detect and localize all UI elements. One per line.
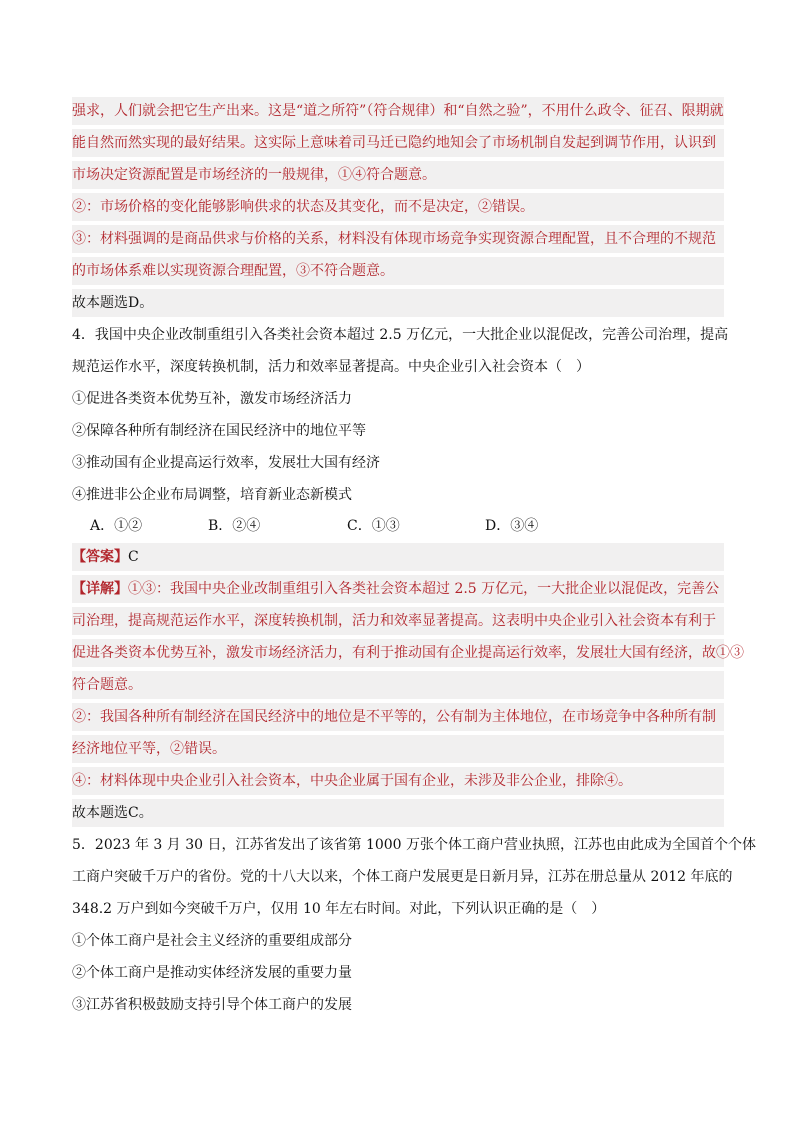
question-4-item: ①促进各类资本优势互补，激发市场经济活力 [72,391,352,407]
question-4-item: ②保障各种所有制经济在国民经济中的地位平等 [72,423,366,439]
answer-label: 【答案】 [72,549,128,565]
question-5-stem: 5．2023 年 3 月 30 日，江苏省发出了该省第 1000 万张个体工商户营业执照，江苏也由此成为全国首个个体 [72,837,757,853]
answer-line [72,543,724,571]
conclusion-line: 故本题选C。 [72,799,724,827]
explanation-line: ③：材料强调的是商品供求与价格的关系，材料没有体现市场竞争实现资源合理配置，且不合理的不规范 [72,225,724,253]
question-5-item: ②个体工商户是推动实体经济发展的重要力量 [72,965,352,981]
option-b: B．②④ [208,518,261,534]
option-d: D．③④ [485,518,539,534]
option-a: A．①② [90,518,143,534]
detail-line: 司治理，提高规范运作水平，深度转换机制，活力和效率显著提高。这表明中央企业引入社会资本有利于 [72,607,724,635]
detail-line: ④：材料体现中央企业引入社会资本，中央企业属于国有企业，未涉及非公企业，排除④。 [72,767,724,795]
question-4-stem: 规范运作水平，深度转换机制，活力和效率显著提高。中央企业引入社会资本（ ） [72,359,590,375]
question-5-item: ①个体工商户是社会主义经济的重要组成部分 [72,933,352,949]
detail-line: 经济地位平等，②错误。 [72,735,724,763]
explanation-line: ②：市场价格的变化能够影响供求的状态及其变化，而不是决定，②错误。 [72,193,724,221]
question-5-stem: 工商户突破千万户的省份。党的十八大以来，个体工商户发展更是日新月异，江苏在册总量从 2012 年底的 [72,869,733,885]
detail-label: 【详解】 [72,581,128,597]
detail-line [72,575,724,603]
detail-line: 符合题意。 [72,671,724,699]
question-4-item: ④推进非公企业布局调整，培育新业态新模式 [72,487,352,503]
detail-text: ①③：我国中央企业改制重组引入各类社会资本超过 2.5 万亿元，一大批企业以混促改，完善公 [128,581,720,597]
question-4-item: ③推动国有企业提高运行效率，发展壮大国有经济 [72,455,380,471]
detail-line: ②：我国各种所有制经济在国民经济中的地位是不平等的，公有制为主体地位，在市场竞争中各种所有制 [72,703,724,731]
conclusion-line: 故本题选D。 [72,289,724,317]
detail-line: 促进各类资本优势互补，激发市场经济活力，有利于推动国有企业提高运行效率，发展壮大国有经济，故①③ [72,639,724,667]
question-4-options [72,512,724,540]
question-5-item: ③江苏省积极鼓励支持引导个体工商户的发展 [72,997,352,1013]
question-5-stem: 348.2 万户到如今突破千万户，仅用 10 年左右时间。对此，下列认识正确的是（ ） [72,901,606,917]
explanation-line: 的市场体系难以实现资源合理配置，③不符合题意。 [72,257,724,285]
answer-value: C [128,549,139,565]
explanation-line: 能自然而然实现的最好结果。这实际上意味着司马迁已隐约地知会了市场机制自发起到调节作用，认识到 [72,129,724,157]
explanation-line: 市场决定资源配置是市场经济的一般规律，①④符合题意。 [72,161,724,189]
question-4-stem: 4．我国中央企业改制重组引入各类社会资本超过 2.5 万亿元，一大批企业以混促改，完善公司治理，提高 [72,327,729,343]
option-c: C．①③ [347,518,400,534]
explanation-line: 强求，人们就会把它生产出来。这是“道之所符”（符合规律）和“自然之验”，不用什么政令、征召、限期就 [72,97,724,125]
